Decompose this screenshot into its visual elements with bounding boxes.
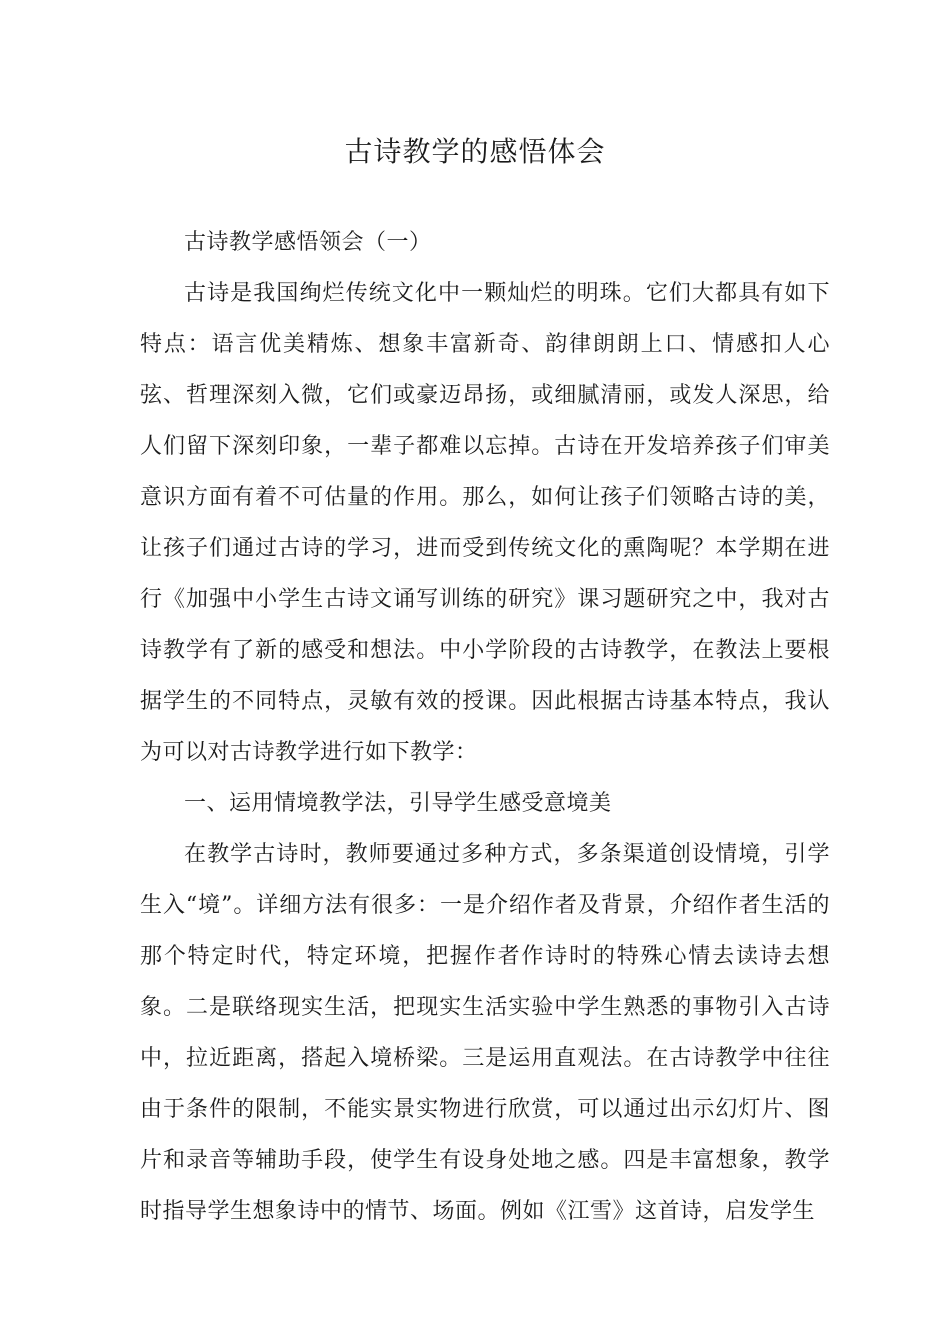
intro-paragraph: 古诗是我国绚烂传统文化中一颗灿烂的明珠。它们大都具有如下特点：语言优美精炼、想象丰富新奇、韵律朗朗上口、情感扣人心弦、哲理深刻入微，它们或豪迈昂扬，或细腻清丽，或发人深思，给人们留下深刻印象，一辈子都难以忘掉。古诗在开发培养孩子们审美意识方面有着不可估量的作用。那么，如何让孩子们领略古诗的美，让孩子们通过古诗的学习，进而受到传统文化的熏陶呢？本学期在进行《加强中小学生古诗文诵写训练的研究》课习题研究之中，我对古诗教学有了新的感受和想法。中小学阶段的古诗教学，在教法上要根据学生的不同特点，灵敏有效的授课。因此根据古诗基本特点，我认为可以对古诗教学进行如下教学： xyxy=(140,281,830,765)
method-paragraph: 在教学古诗时，教师要通过多种方式，多条渠道创设情境，引学生入“境”。详细方法有很多：一是介绍作者及背景，介绍作者生活的那个特定时代，特定环境，把握作者作诗时的特殊心情去读诗去想象。二是联络现实生活，把现实生活实验中学生熟悉的事物引入古诗中，拉近距离，搭起入境桥梁。三是运用直观法。在古诗教学中往往由于条件的限制，不能实景实物进行欣赏，可以通过出示幻灯片、图片和录音等辅助手段，使学生有设身处地之感。四是丰富想象，教学时指导学生想象诗中的情节、场面。例如《江雪》这首诗，启发学生 xyxy=(140,842,830,1224)
subsection-heading: 一、运用情境教学法，引导学生感受意境美 xyxy=(184,791,612,816)
document-title: 古诗教学的感悟体会 xyxy=(344,135,606,168)
document-body xyxy=(140,217,830,1237)
section-heading: 古诗教学感悟领会（一） xyxy=(184,230,432,255)
